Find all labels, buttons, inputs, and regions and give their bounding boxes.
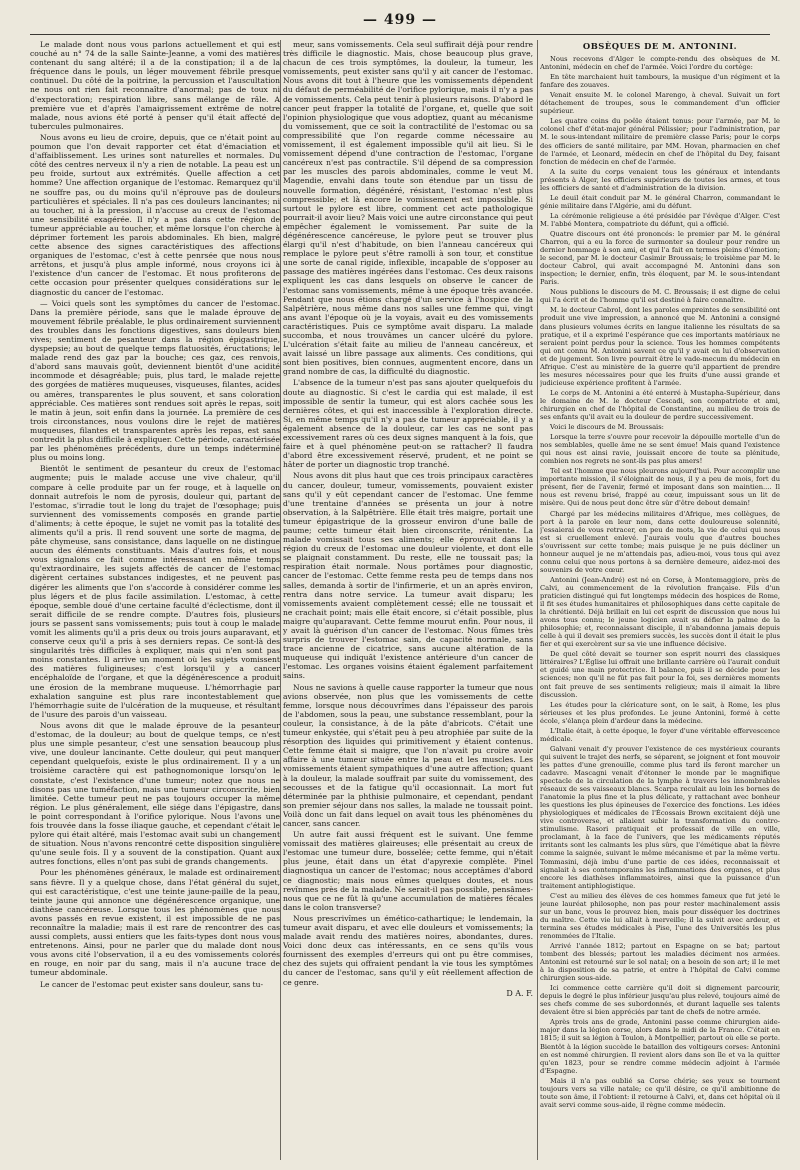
- signature-name: A. F.: [515, 988, 533, 998]
- paragraph: C'est au milieu des élèves de ces hommes fameux que fut jeté le jeune lauréat philosophe, non pas pour rester machinalement assis sur un banc, vous le prouvez bien, mais pour disséquer les doctrines du maître. Cette vie lui allait à merveille; il la suivit avec ardeur, et termina ses études médicales à Pise, l'une des Universités les plus renommées de l'Italie.: [540, 891, 780, 940]
- paragraph: Nous avons eu lieu de croire, depuis, que ce n'était point au poumon que l'on devait rapporter cet état d'émaciation et d'affaiblissement. Les urines sont naturelles et normales. Du côté des centres nerveux il n'y a rien de notable. La peau est un peu froide, surtout aux extrémités. Quelle affection a cet homme? Une affection organique de l'estomac. Remarquez qu'il ne souffre pas, ou du moins qu'il n'éprouve pas de douleurs particulières et spéciales. Il n'a pas ces douleurs lancinantes; ni au toucher, ni à la pression, il n'accuse au creux de l'estomac une sensibilité exagérée. Il n'y a pas dans cette région de tumeur appréciable au toucher, et même lorsque l'on cherche à déprimer fortement les parois abdominales. Eh bien, malgré cette absence des signes caractéristiques des affections organiques de l'estomac, c'est à cette penrsée que nous nous arrêtons, et jusqu'à plus ample informé, nous croyons ici à l'existence d'un cancer de l'estomac. Et nous profiterons de cette occasion pour présenter quelques considérations sur le diagnostic du cancer de l'estomac.: [30, 132, 280, 297]
- paragraph: Mais il n'a pas oublié sa Corse chérie; ses yeux se tournent toujours vers sa ville natale; ce qu'il désire, ce qu'il ambitionne de toute son âme, il l'obtient: il retourne à Calvi, et, dans cet hôpital où il avait servi comme sous-aide, il règne comme médecin.: [540, 1076, 780, 1109]
- paragraph: Pour les phénomènes généraux, le malade est ordinairement sans fièvre. Il y a quelque chose, dans l'état général du sujet, qui est caractéristique, c'est une teinte jaune-paille de la peau, teinte jaune qui annonce une dégénérescence organique, une diathèse cancéreuse. Lorsque tous les phénomènes que nous avons passés en revue existent, il est impossible de ne pas reconnaître la maladie; mais il est rare de rencontrer des cas aussi complets, aussi entiers que les faits-types dont nous vous entretenons. Ainsi, pour ne parler que du malade dont nous vous avons cité l'observation, il a eu des vomissements colorés en rouge, en noir par du sang, mais il n'a aucune trace de tumeur abdominale.: [30, 868, 280, 978]
- obituary-title: OBSÈQUES DE M. ANTONINI.: [582, 41, 738, 51]
- paragraph: Le corps de M. Antonini a été enterré à Mustapha-Supérieur, dans le domaine de M. le docteur Cescadi, son compatriote et ami, chirurgien en chef de l'hôpital de Constantine, au milieu de trois de ses enfants qu'il avait eu la douleur de perdre successivement.: [540, 388, 780, 422]
- column-divider-right: [537, 40, 538, 1160]
- header-rule: [30, 34, 770, 35]
- paragraph: Les études pour la cléricature sont, on le sait, à Rome, les plus sérieuses et les plus profondes. Le jeune Antonini, formé à cette école, s'élança plein d'ardeur dans la médecine.: [540, 700, 780, 725]
- paragraph: De quel côté devait se tourner son esprit nourri des classiques littéraires? L'Église lui offrait une brillante carrière où l'aurait conduit et guidé une main protectrice. Il balance, puis il se décide pour les sciences; non qu'il ne fût pas fait pour la foi, ses dernières moments ont fait preuve de ses sentiments religieux; mais il aimait la libre discussion.: [540, 650, 780, 699]
- paragraph: L'absence de la tumeur n'est pas sans ajouter quelquefois du doute au diagnostic. Si c'est le cardia qui est malade, il est impossible de sentir la tumeur, qui est alors cachée sous les dernières côtes, et qui est inaccessible à l'exploration directe. Si, en même temps qu'il n'y a pas de tumeur appréciable, il y a également absence de la douleur, car les cas ne sont pas excessivement rares où ces deux signes manquent à la fois, que faire et à quel phénomène peut-on se rattacher? Il faudra d'abord être excessivement réservé, prudent, et ne point se hâter de porter un diagnostic trop tranché.: [283, 378, 533, 470]
- paragraph: A la suite du corps venaient tous les généraux et intendants présents à Alger, les officiers supérieurs de toutes les armes, et tous les officiers de santé et d'administration de la division.: [540, 167, 780, 192]
- column-medical-lecture: [30, 40, 280, 1160]
- author-signature: [283, 989, 533, 998]
- paragraph: Chargé par les médecins militaires d'Afrique, mes collègues, de port à la parole en leur nom, dans cette douloureuse solennité, j'essaierai de vous retracer, en peu de mots, la vie de celui qui nous est si cruellement enlevé. J'aurais voulu que d'autres bouches s'ouvrissent sur cette tombe; mais puisque je ne puis décliner un honneur auquel je ne m'attendais pas, adieu-moi, vous tous qui avez connu celui que nous portons à sa dernière demeure, aidez-moi des souvenirs de votre cœur.: [540, 509, 780, 574]
- paragraph: Les quatre coins du poêle étaient tenus: pour l'armée, par M. le colonel chef d'état-major général Pélissier; pour l'administration, par M. le sous-intendant militaire de première classe Paris; pour le corps des officiers de santé militaire, par MM. Hovan, pharmacien en chef de l'armée, et Leonard, médecin en chef de l'hôpital du Dey, faisant fonction de médecin en chef de l'armée.: [540, 117, 780, 166]
- paragraph: La cérémonie religieuse a été présidée par l'évêque d'Alger. C'est M. l'abbé Montera, compatriote du défunt, qui a officié.: [540, 211, 780, 228]
- paragraph: Après trois ans de grade, Antonini passe comme chirurgien aide-major dans la légion corse, alors dans le midi de la France. C'était en 1815; il suit sa légion à Toulon, à Montpellier, partout où elle se porte. Bientôt à la légion succède le bataillon des voltigeurs corses: Antonini en est nommé chirurgien. Il revient alors dans son île et va la quitter qu'en 1823, pour se rendre comme médecin adjoint à l'armée d'Espagne.: [540, 1018, 780, 1075]
- paragraph: Le cancer de l'estomac peut exister sans douleur, sans tu-: [40, 979, 264, 989]
- paragraph: M. le docteur Cabrol, dont les paroles empreintes de sensibilité ont produit une vive impression, a annoncé que M. Antonini a consigné dans plusieurs volumes écrits en langue italienne les résultats de sa pratique, et il a exprimé l'espérance que ces importants matériaux ne seraient point perdus pour la science. Tous les hommes compétents qui ont connu M. Antonini savent ce qu'il y avait en lui d'observation et de jugement. Son livre pourrait être le vade-mecum du médecin en Afrique. C'est au ministère de la guerre qu'il appartient de prendre les mesures nécessaires pour que les fruits d'une aussi grande et judicieuse expérience profitent à l'armée.: [540, 306, 780, 387]
- signature-initial: D: [506, 988, 513, 998]
- paragraph: Nous recevons d'Alger le compte-rendu des obsèques de M. Antonini, médecin en chef de l'armée. Voici l'ordre du cortége:: [540, 55, 780, 72]
- paragraph: En tête marchaient huit tambours, la musique d'un régiment et la fanfare des zouaves.: [540, 73, 780, 90]
- page-number: — 499 —: [363, 12, 437, 28]
- paragraph: Le malade dont nous vous parlons actuellement et qui est couché au n° 74 de la salle Sainte-Jeanne, a vomi des matières contenant du sang altéré; il a de la constipation; il a de la fréquence dans le pouls, un léger mouvement fébrile presque continuel. Du côté de la poitrine, la percussion et l'auscultation ne nous ont rien fait reconnaître d'anormal; pas de toux ni d'expectoration; respiration libre, sans mélange de râle. A première vue et d'après l'amaigrissement extrême de notre malade, nous avions été porté à penser qu'il était affecté de tubercules pulmonaires.: [30, 40, 280, 131]
- paragraph: Nous publions le discours de M. C. Broussais; il est digne de celui qui l'a écrit et de l'homme qu'il est destiné à faire connaître.: [540, 288, 780, 305]
- paragraph: Le deuil était conduit par M. le général Charron, commandant le génie militaire dans l'Algérie, ami du défunt.: [540, 193, 780, 210]
- column-medical-lecture-continued: [283, 40, 533, 1160]
- paragraph: Ici commence cette carrière qu'il doit si dignement parcourir, depuis le degré le plus inférieur jusqu'au plus relevé, toujours aimé de ses chefs comme de ses subordonnés, et durant laquelle ses talents devaient être si bien appréciés par tant de chefs de notre armée.: [540, 984, 780, 1017]
- paragraph: Galvani venait d'y prouver l'existence de ces mystérieux courants qui suivent le trajet des nerfs, se séparent, se joignent et font mouvoir les pattes d'une grenouille, comme plus tard ils feront marcher un cadavre. Mascagni venait d'étonner le monde par le magnifique spectacle de la circulation de la lymphe à travers les innombrables réseaux de ses vaisseaux blancs. Scarpa reculait au loin les bornes de l'anatomie la plus fine et la plus délicate, y rattachant avec bonheur les questions les plus épineuses de l'exercice des fonctions. Les idées physiologiques et médicales de l'Écossais Brown excitaient déjà une vive controverse, et allaient subir la transformation du contro-stimulisme. Rasori pratiquait et professait de ville en ville, proclamant, à la face de l'univers, que les médicaments réputés irritants sont les calmants les plus sûrs, que l'émétique abat la fièvre comme la saignée, suivant le même mécanisme et par la même vertu. Tommasini, déjà imbu d'une partie de ces idées, reconnaissait et signalait à ses contemporains les inflammations des organes, et plus encore les diathèses inflammatoires, ainsi que la puissance d'un traitement antiphlogistique.: [540, 744, 780, 890]
- paragraph: — Voici quels sont les symptômes du cancer de l'estomac. Dans la première période, sans que le malade éprouve de mouvement fébrile préalable, le plus ordinairement surviennent des troubles dans les fonctions digestives, sans douleurs bien vives; sentiment de pesanteur dans la région épigastrique, dyspepsie; au bout de quelque temps flatuosités, éructations; le malade rend des gaz par la bouche; ces gaz, ces renvois, d'abord sans mauvais goût, deviennent bientôt d'une acidité incommode et désagréable; puis, plus tard, le malade rejette des gorgées de matières muqueuses, visqueuses, filantes, acides ou amères, transparentes le plus souvent, et sans coloration appréciable. Ces matières sont rendues soit après le repas, soit le matin à jeun, soit enfin dans la journée. La première de ces trois circonstances, nous voulons dire le rejet de matières muqueuses, filantes et transparentes après les repas, est sans contredit la plus difficile à expliquer. Cette période, caractérisée par les phénomènes précédents, dure un temps indéterminé plus ou moins long.: [30, 298, 280, 463]
- paragraph: Tel est l'homme que nous pleurons aujourd'hui. Pour accomplir une importante mission, il s'éloignait de nous, il y a peu de mois, fort du présent, fier de l'avenir, fermé et imposant dans son maintien.... Il nous est revenu brisé, frappé au cœur, impuissant sous un lit de misère. Qui de nous peut donc être sûr d'être debout demain!: [540, 467, 780, 508]
- paragraph: Voici le discours de M. Broussais:: [550, 423, 664, 432]
- paragraph: Lorsque la terre s'ouvre pour recevoir la dépouille mortelle d'un de nos semblables, quelle âme ne se sent émue! Mais quand l'existence qui nous est ainsi ravie, jouissait encore de toute sa plénitude, combien nos regrets ne sont-ils pas plus amers!: [540, 433, 780, 466]
- paragraph: Nous avons dit que le malade éprouve de la pesanteur d'estomac, de la douleur; au bout de quelque temps, ce n'est plus une simple pesanteur, c'est une sensation beaucoup plus vive, une douleur lancinante. Cette douleur, qui peut manquer cependant quelquefois, existe le plus ordinairement. Il y a un troisième caractère qui est pathognomonique lorsqu'on le constate, c'est l'existence d'une tumeur; notez que nous ne disons pas une tuméfaction, mais une tumeur circonscrite, bien limitée. Cette tumeur peut ne pas toujours occuper la même région. Le plus généralement, elle siége dans l'épigastre, dans le point correspondant à l'orifice pylorique. Nous l'avons une fois trouvée dans la fosse iliaque gauche, et cependant c'était le pylore qui était altéré, mais l'estomac avait subi un changement de situation. Nous n'avons rencontré cette disposition singulière qu'une seule fois. Il y a souvent de la constipation. Quant aux autres fonctions, elles n'ont pas subi de grands changements.: [30, 720, 280, 867]
- paragraph: Arrivé l'année 1812; partout en Espagne on se bat; partout tombent des blessés; partout les maladies déciment nos armées. Antonini est retourné sur le sol natal; on a besoin de son art; il le met à la disposition de sa patrie, et entre à l'hôpital de Calvi comme chirurgien sous-aide.: [540, 941, 780, 983]
- paragraph: Antonini (Jean-André) est né en Corse, à Montemaggiore, près de Calvi, au commencement de la révolution française. Fils d'un praticien distingué qui fut longtemps médecin des hospices de Rome, il fit ses études humanitaires et philosophiques dans cette capitale de la chrétienté. Déjà brillait en lui cet esprit de discussion que nous lui avons tous connu; le jeune logicien avait su défier la palme de la philosophie; et, reconnaissant disciple, il n'abandonna jamais depuis celle à qui il devait ses premiers succès, les succès dont il était le plus fier et qui exercèrent sur sa vie une influence décisive.: [540, 575, 780, 649]
- paragraph: Nous prescrivîmes un émético-cathartique; le lendemain, la tumeur avait disparu, et avec elle douleurs et vomissements; la malade avait rendu des matières noires, abondantes, dures. Voici donc deux cas intéressants, en ce sens qu'ils vous fournissent des exemples d'erreurs qui ont pu être commises, chez des sujets qui offraient pendant la vie tous les symptômes du cancer de l'estomac, sans qu'il y eût réellement affection de ce genre.: [283, 913, 533, 987]
- paragraph: L'Italie était, à cette époque, le foyer d'une véritable effervescence médicale.: [540, 726, 780, 743]
- paragraph: Bientôt le sentiment de pesanteur du creux de l'estomac augmente; puis le malade accuse une vive chaleur, qu'il compare à celle produite par un fer rouge, et à laquelle on donnait autrefois le nom de pyrosis, douleur qui, partant de l'estomac, s'irradie tout le long du trajet de l'œsophage; puis surviennent des vomissements composés en grande partie d'aliments; à cette époque, le sujet ne vomit pas la totalité des aliments qu'il a pris. Il rend souvent une sorte de magma, de pâte chymeuse, sans consistance, dans laquelle on ne distingue aucun des éléments constituants. Mais d'autres fois, et nous vous signalons ce fait comme intéressant en même temps qu'extraordinaire, les sujets affectés de cancer de l'estomac digèrent certaines substances indigestes, et ne peuvent pas digérer les aliments que l'on s'accorde à considérer comme les plus légers et de plus facile assimilation. L'estomac, à cette époque, semble doué d'une certaine faculté d'éclectisme, dont il serait difficile de se rendre compte. D'autres fois, plusieurs jours se passent sans vomissements; puis tout à coup le malade vomit les aliments qu'il a pris deux ou trois jours auparavant, et conserve ceux qu'il a pris à ses derniers repas. Ce sont-là des singularités très difficiles à expliquer, mais qui n'en sont pas moins constantes. Il arrive un moment où les sujets vomissent des matières fuligineuses; c'est lorsqu'il y a cancer encéphaloïde de l'organe, et que la dégénérescence a produit une érosion de la membrane muqueuse. L'hémorrhagie par exhalation sanguine est plus rare incontestablement que l'hémorrhagie suite de l'ulcération de la muqueuse, et résultant de l'usure des parois d'un vaisseau.: [30, 464, 280, 719]
- paragraph: Quatre discours ont été prononcés: le premier par M. le général Charron, qui a eu la force de surmonter sa douleur pour rendre un dernier hommage à son ami, et qui l'a fait en termes pleins d'émotion; le second, par M. le docteur Casimir Broussais; le troisième par M. le docteur Cabrol, qui avait accompagné M. Antonini dans son inspection; le dernier, enfin, très éloquent, par M. le sous-intendant Paris.: [540, 229, 780, 287]
- column-divider-left: [280, 40, 281, 1160]
- paragraph: Nous ne savions à quelle cause rapporter la tumeur que nous avions observée, non plus que les vomissements de cette femme, lorsque nous découvrîmes dans l'épaisseur des parois de l'abdomen, sous la peau, une substance ressemblant, pour la couleur, la consistance, à de la pâte d'abricots. C'était une tumeur enkystée, qui s'était peu à peu atrophiée par suite de la résorption des liquides qui primitivement y étaient contenus. Cette femme était si maigre, que l'on n'avait pu croire avoir affaire à une tumeur située entre la peau et les muscles. Les vomissements étaient sympathiques d'une autre affection; quant à la douleur, la malade souffrait par suite du vomissement, des secousses et de la fatigue qu'il occasionnait. La mort fut déterminée par la phthisie pulmonaire, et cependant, pendant son premier séjour dans nos salles, la malade ne toussait point. Voilà donc un fait dans lequel on avait tous les phénomènes du cancer, sans cancer.: [283, 682, 533, 828]
- paragraph: Un autre fait aussi fréquent est le suivant. Une femme vomissait des matières glaireuses; elle présentait au creux de l'estomac une tumeur dure, bosselée; cette femme, qui n'était plus jeune, était dans un état d'apyrexie complète. Pinel diagnostiqua un cancer de l'estomac; nous acceptâmes d'abord ce diagnostic; mais nous eûmes quelques doutes, et nous revînmes près de la malade. Ne serait-il pas possible, pensâmes-nous que ce ne fût là qu'une accumulation de matières fécales dans le colon transverse?: [283, 830, 533, 912]
- paragraph: Venait ensuite M. le colonel Marengo, à cheval. Suivait un fort détachement de troupes, sous le commandement d'un officier supérieur.: [540, 91, 780, 116]
- paragraph: Nous avons dit plus haut que ces trois principaux caractères du cancer, douleur, tumeur, vomissements, pouvaient exister sans qu'il y eût cependant cancer de l'estomac. Une femme d'une trentaine d'années se présenta un jour à notre observation, à la Salpêtrière. Elle était très maigre, portait une tumeur épigastrique de la grosseur environ d'une balle de paume; cette tumeur était bien circonscrite, rénitente. La malade vomissait tous ses aliments; elle éprouvait dans la région du creux de l'estomac une douleur violente, et dont elle se plaignait constamment. Du reste, elle ne toussait pas; la respiration était normale. Nous portâmes pour diagnostic, cancer de l'estomac. Cette femme resta peu de temps dans nos salles, demanda à sortir de l'infirmerie, et un an après environ, rentra dans notre service. La tumeur avait disparu; les vomissements avaient complètement cessé; elle ne toussait et ne crachait point; mais elle était encore, si c'était possible, plus maigre qu'auparavant. Cette femme mourut enfin. Pour nous, il y avait là guérison d'un cancer de l'estomac. Nous fûmes très surpris de trouver l'estomac sain, de capacité normale, sans trace ancienne de cicatrice, sans aucune altération de la muqueuse qui indiquât l'existence antérieure d'un cancer de l'estomac. Les organes voisins étaient également parfaitement sains.: [283, 471, 533, 681]
- paragraph: meur, sans vomissements. Cela seul suffirait déjà pour rendre très difficile le diagnostic. Mais, chose beaucoup plus grave, chacun de ces trois symptômes, la douleur, la tumeur, les vomissements, peut exister sans qu'il y ait cancer de l'estomac. Nous avons dit tout à l'heure que les vomissements dépendent du défaut de perméabilité de l'orifice pylorique, mais il n'y a pas de vomissements. Cela peut tenir à plusieurs raisons. D'abord le cancer peut frapper la totalité de l'organe, et, quelle que soit l'opinion physiologique que vous adoptiez, quant au mécanisme du vomissement, que ce soit la contractilité de l'estomac ou sa compressibilité que l'on regarde comme nécessaire au vomissement, il est également impossible qu'il ait lieu. Si le vomissement dépend d'une contraction de l'estomac, l'organe cancéreux n'est pas contractile. S'il dépend de sa compression par les muscles des parois abdominales, comme le veut M. Magendie, envahi dans toute son étendue par un tissu de nouvelle formation, dégénéré, résistant, l'estomac n'est plus compressible; et là encore le vomissement est impossible. Si surtout le pylore est libre, comment cet acte pathologique pourrait-il avoir lieu? Mais voici une autre circonstance qui peut empêcher également le vomissement. Par suite de la dégénérescence cancéreuse, le pylore peut se trouver plus élargi qu'il n'est d'habitude, on bien l'anneau cancéreux qui remplace le pylore peut s'être ramolli à son tour, et constitue une sorte de canal rigide, inflexible, incapable de s'opposer au passage des matières ingérées dans l'estomac. Ces deux raisons expliquent les cas dans lesquels on observe le cancer de l'estomac sans vomissements, même à une époque très avancée. Pendant que nous étions chargé d'un service à l'hospice de la Salpêtrière, nous même dans nos salles une femme qui, vingt ans avant l'époque où je la voyais, avait eu des vomissements caractéristiques. Puis ce symptôme avait disparu. La malade succomba, et nous trouvâmes un cancer ulcéré du pylore. L'ulcération s'était faite au milieu de l'anneau cancéreux, et avait laissé un libre passage aux aliments. Ces conditions, qui sont bien positives, bien connues, augmentent encore, dans un grand nombre de cas, la difficulté du diagnostic.: [283, 40, 533, 377]
- column-obituary: [540, 40, 780, 1160]
